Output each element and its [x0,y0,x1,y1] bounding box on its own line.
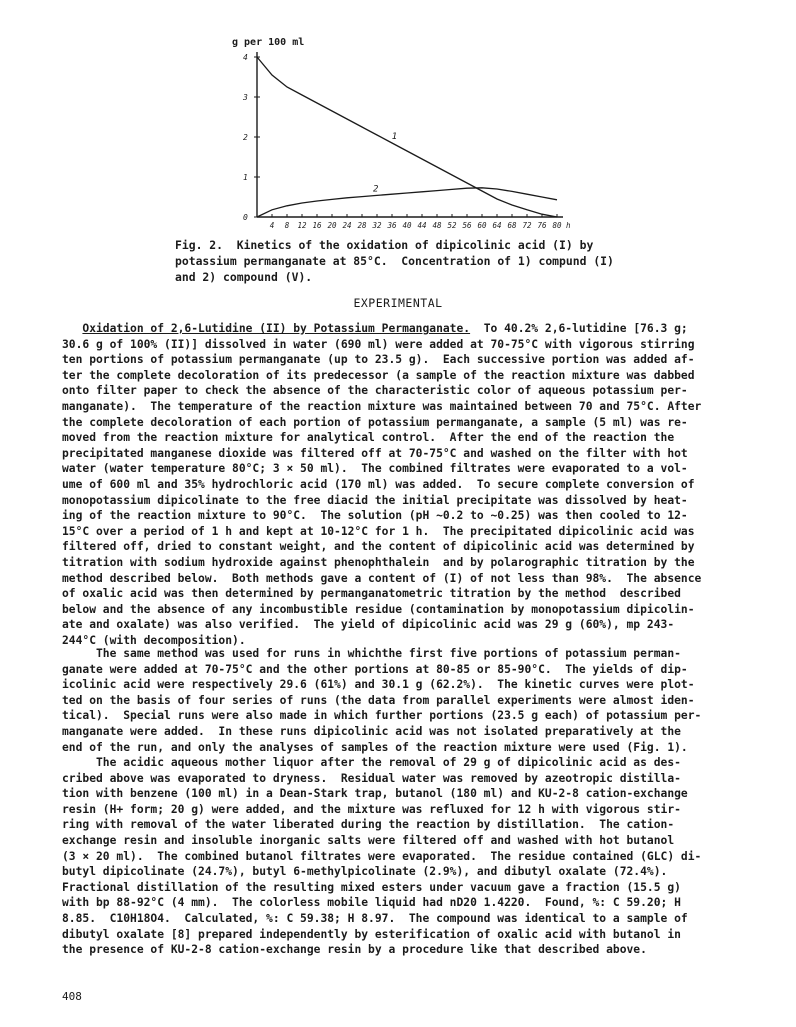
paragraph-line: icolinic acid were respectively 29.6 (61%) and 30.1 g (62.2%). The kinetic curves were plot- [62,678,695,692]
paragraph-line: below and the absence of any incombustible residue (contamination by monopotassium dipicolin- [62,602,695,616]
x-tick-label: 24 [342,221,352,230]
y-tick-label: 0 [243,213,248,222]
paragraph-line: monopotassium dipicolinate to the free diacid the initial precipitate was dissolved by heat- [62,493,688,507]
paragraph-line: ring with removal of the water liberated during the reaction by distillation. The cation- [62,818,675,832]
y-tick-label: 2 [243,133,248,142]
paragraph-line: water (water temperature 80°C; 3 × 50 ml). The combined filtrates were evaporated to a vol- [62,462,688,476]
x-tick-label: 12 [297,221,307,230]
paragraph-line: ted on the basis of four series of runs (the data from parallel experiments were almost iden- [62,693,695,707]
paragraph-line: precipitated manganese dioxide was filtered off at 70-75°C and washed on the filter with hot [62,446,688,460]
paragraph-line-rest: To 40.2% 2,6-lutidine [76.3 g; [470,322,688,335]
curve-1-label: 1 [391,132,398,142]
x-tick-label: 36 [387,221,397,230]
paragraph-line: ate and oxalate) was also verified. The yield of dipicolinic acid was 29 g (60%), mp 243- [62,618,675,632]
page-number: 408 [62,990,82,1003]
paragraph-line: ganate were added at 70-75°C and the other portions at 80-85 or 85-90°C. The yields of dip- [62,662,688,676]
x-tick-label: 32 [372,221,382,230]
x-tick-label: 16 [312,221,322,230]
x-tick-label: 60 [477,221,487,230]
paragraph-line: 30.6 g of 100% (II)] dissolved in water (690 ml) were added at 70-75°C with vigorous stirring [62,337,695,351]
paragraph-line: exchange resin and insoluble inorganic salts were filtered off and washed with hot butanol [62,833,675,847]
kinetics-chart [0,0,796,240]
paragraph-line: onto filter paper to check the absence of the characteristic color of aqueous potassium per- [62,384,688,398]
paragraph-line: ing of the reaction mixture to 90°C. The solution (pH ~0.2 to ~0.25) was then cooled to 12- [62,509,688,523]
y-tick-label: 3 [243,93,248,102]
y-tick-label: 4 [243,53,248,62]
paragraph-line: 15°C over a period of 1 h and kept at 10-12°C for 1 h. The precipitated dipicolinic acid was [62,524,695,538]
paragraph-line: ten portions of potassium permanganate (up to 23.5 g). Each successive portion was added af- [62,353,695,367]
figure-caption [175,237,655,285]
x-tick-label: 28 [357,221,367,230]
curve-2-line [257,188,557,217]
x-tick-label: 64 [492,221,502,230]
paragraph-line: ume of 600 ml and 35% hydrochloric acid (170 ml) was added. To secure complete conversion of [62,477,695,491]
paragraph-line: dibutyl oxalate [8] prepared independently by esterification of oxalic acid with butanol in [62,927,681,941]
x-tick-label: 8 [284,221,290,230]
paragraph-line: manganate). The temperature of the reaction mixture was maintained between 70 and 75°C. After [62,399,702,413]
curve-2-label: 2 [373,184,379,195]
paragraph-line: (3 × 20 ml). The combined butanol filtrates were evaporated. The residue contained (GLC) di- [62,849,702,863]
x-tick-label: 48 [432,221,442,230]
x-tick-label: 20 [327,221,337,230]
paragraph-line: cribed above was evaporated to dryness. Residual water was removed by azeotropic distilla- [62,771,681,785]
paragraph-line: 244°C (with decomposition). [62,633,246,647]
y-tick-label: 1 [243,173,248,182]
x-tick-label: 80 [552,221,562,230]
paragraph-line: ter the complete decoloration of its predecessor (a sample of the reaction mixture was dabbed [62,368,695,382]
x-tick-label: 4 [269,221,275,230]
paragraph-line: the presence of KU-2-8 cation-exchange resin by a procedure like that described above. [62,943,647,957]
section-heading: EXPERIMENTAL [353,296,443,310]
x-tick-label: 76 [537,221,547,230]
paragraph-line: tical). Special runs were also made in which further portions (23.5 g each) of potassium per- [62,709,702,723]
paragraph-line: filtered off, dried to constant weight, and the content of dipicolinic acid was determined by [62,540,695,554]
x-tick-label: 68 [507,221,517,230]
paragraph-line [62,321,762,337]
paragraph-line: manganate were added. In these runs dipicolinic acid was not isolated preparatively at the [62,724,681,738]
x-tick-label: 56 [462,221,472,230]
paragraph-line: of oxalic acid was then determined by permanganatometric titration by the method described [62,587,681,601]
paragraph-line: Fractional distillation of the resulting mixed esters under vacuum gave a fraction (15.5 g) [62,880,681,894]
paragraph-oxidation [62,321,762,648]
paragraph-line: The same method was used for runs in whichthe first five portions of potassium perman- [62,647,681,660]
paragraph-line: butyl dipicolinate (24.7%), butyl 6-methylpicolinate (2.9%), and dibutyl oxalate (72.4%). [62,865,668,879]
x-tick-label: 72 [522,221,532,230]
caption-line: Fig. 2. Kinetics of the oxidation of dipicolinic acid (I) by [175,238,594,252]
paragraph-line: end of the run, and only the analyses of samples of the reaction mixture were used (Fig. 1). [62,740,688,754]
y-axis-label: g per 100 ml [232,37,305,48]
x-tick-label: 52 [447,221,457,230]
paragraph-line: 8.85. C10H18O4. Calculated, %: C 59.38; H 8.97. The compound was identical to a sample of [62,911,688,925]
paragraph-line: The acidic aqueous mother liquor after the removal of 29 g of dipicolinic acid as des- [62,756,681,769]
paragraph-line: moved from the reaction mixture for analytical control. After the end of the reaction the [62,431,675,445]
x-axis-unit: h [566,221,571,230]
paragraph-same-method [62,646,762,755]
procedure-title: Oxidation of 2,6-Lutidine (II) by Potassium Permanganate. [82,322,471,335]
caption-line: and 2) compound (V). [175,270,313,284]
paragraph-mother-liquor [62,755,762,958]
x-tick-label: 40 [402,221,412,230]
paragraph-line: with bp 88-92°C (4 mm). The colorless mobile liquid had nD20 1.4220. Found, %: C 59.20; H [62,896,681,910]
paragraph-line: resin (H+ form; 20 g) were added, and the mixture was refluxed for 12 h with vigorous stir- [62,802,681,816]
paragraph-line: the complete decoloration of each portion of potassium permanganate, a sample (5 ml) was re- [62,415,688,429]
paragraph-line: titration with sodium hydroxide against phenophthalein and by polarographic titration by the [62,555,695,569]
paragraph-line: method described below. Both methods gave a content of (I) of not less than 98%. The absence [62,571,702,585]
x-tick-label: 44 [417,221,427,230]
paragraph-line: tion with benzene (100 ml) in a Dean-Stark trap, butanol (180 ml) and KU-2-8 cation-exchange [62,787,688,801]
caption-line: potassium permanganate at 85°C. Concentration of 1) compund (I) [175,254,614,268]
